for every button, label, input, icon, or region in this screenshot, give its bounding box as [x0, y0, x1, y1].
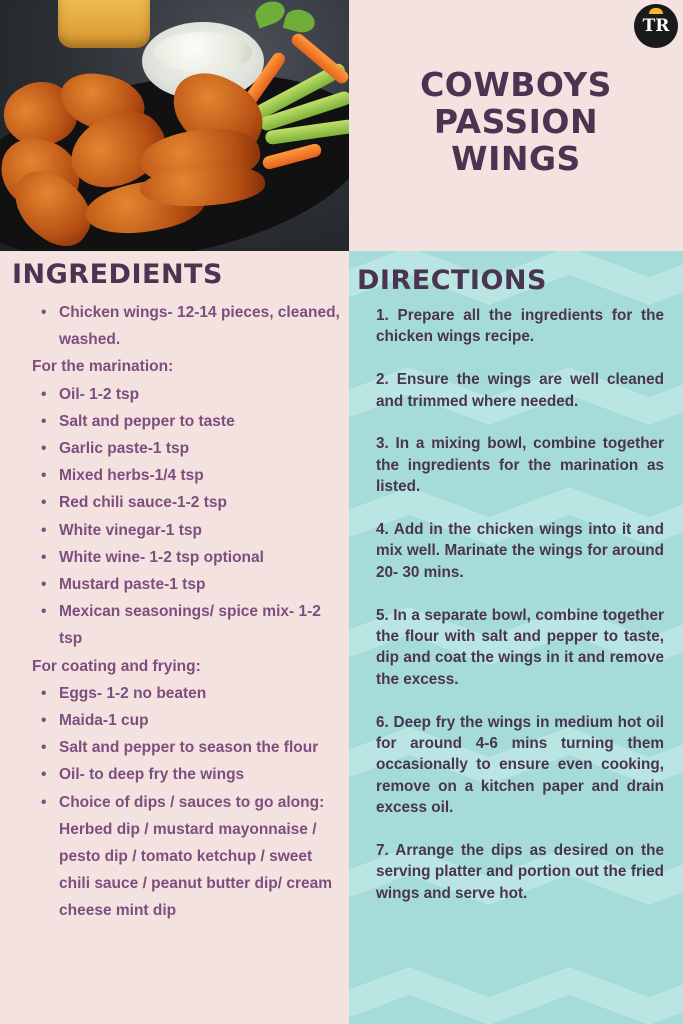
- title-line: COWBOYS: [420, 65, 612, 104]
- ingredient-item: • Salt and pepper to season the flour: [32, 734, 342, 761]
- title-panel: [349, 0, 683, 251]
- direction-step: 7. Arrange the dips as desired on the serving platter and portion out the fried wings and serve hot.: [376, 842, 664, 902]
- directions-steps: [376, 305, 664, 926]
- directions-heading: DIRECTIONS: [357, 265, 547, 296]
- recipe-title: [349, 66, 683, 177]
- blue-cheese-dip: [154, 32, 252, 72]
- title-line: PASSION: [433, 102, 599, 141]
- direction-step: 2. Ensure the wings are well cleaned and trimmed where needed.: [376, 371, 664, 410]
- ingredients-heading: INGREDIENTS: [12, 259, 223, 290]
- ingredient-item: • Mustard paste-1 tsp: [32, 571, 342, 598]
- ingredient-subheading: For coating and frying:: [32, 657, 201, 675]
- ingredient-item: • Eggs- 1-2 no beaten: [32, 680, 342, 707]
- ingredients-panel: [0, 251, 349, 1024]
- ingredient-item: • Chicken wings- 12-14 pieces, cleaned, washed.: [32, 299, 342, 353]
- ingredient-item: • Mexican seasonings/ spice mix- 1-2 tsp: [32, 598, 342, 652]
- ingredient-item: • Red chili sauce-1-2 tsp: [32, 489, 342, 516]
- logo-text: TR: [642, 16, 670, 36]
- ingredient-item: • Oil- to deep fry the wings: [32, 761, 342, 788]
- chicken-wings-photo: [0, 0, 349, 251]
- ingredients-list: [32, 299, 342, 925]
- ingredient-item: • Salt and pepper to taste: [32, 408, 342, 435]
- beer-glass: [58, 0, 150, 48]
- ingredient-subheading: For the marination:: [32, 358, 174, 376]
- title-line: WINGS: [451, 139, 581, 178]
- logo: [634, 4, 678, 48]
- sun-icon: [649, 8, 663, 14]
- ingredient-item: • White vinegar-1 tsp: [32, 517, 342, 544]
- direction-step: 4. Add in the chicken wings into it and mix well. Marinate the wings for around 20- 30 mins.: [376, 521, 664, 581]
- directions-panel: [349, 251, 683, 1024]
- ingredient-item: • Mixed herbs-1/4 tsp: [32, 462, 342, 489]
- direction-step: 5. In a separate bowl, combine together the flour with salt and pepper to taste, dip and coat the wings in it and remove the excess.: [376, 606, 664, 688]
- direction-step: 3. In a mixing bowl, combine together the ingredients for the marination as listed.: [376, 435, 664, 496]
- ingredient-item: • Choice of dips / sauces to go along: Herbed dip / mustard mayonnaise / pesto dip / tomato ketchup / sweet chili sauce / peanut butter dip/ cream cheese mint dip: [32, 789, 342, 925]
- ingredient-item: • Maida-1 cup: [32, 707, 342, 734]
- ingredient-item: • White wine- 1-2 tsp optional: [32, 544, 342, 571]
- direction-step: 6. Deep fry the wings in medium hot oil for around 4-6 mins turning them occasionally to ensure even cooking, remove on a kitchen paper and drain excess oil.: [376, 713, 664, 817]
- direction-step: 1. Prepare all the ingredients for the chicken wings recipe.: [376, 307, 664, 346]
- ingredient-item: • Oil- 1-2 tsp: [32, 381, 342, 408]
- ingredient-item: • Garlic paste-1 tsp: [32, 435, 342, 462]
- celery-leaf: [283, 6, 318, 35]
